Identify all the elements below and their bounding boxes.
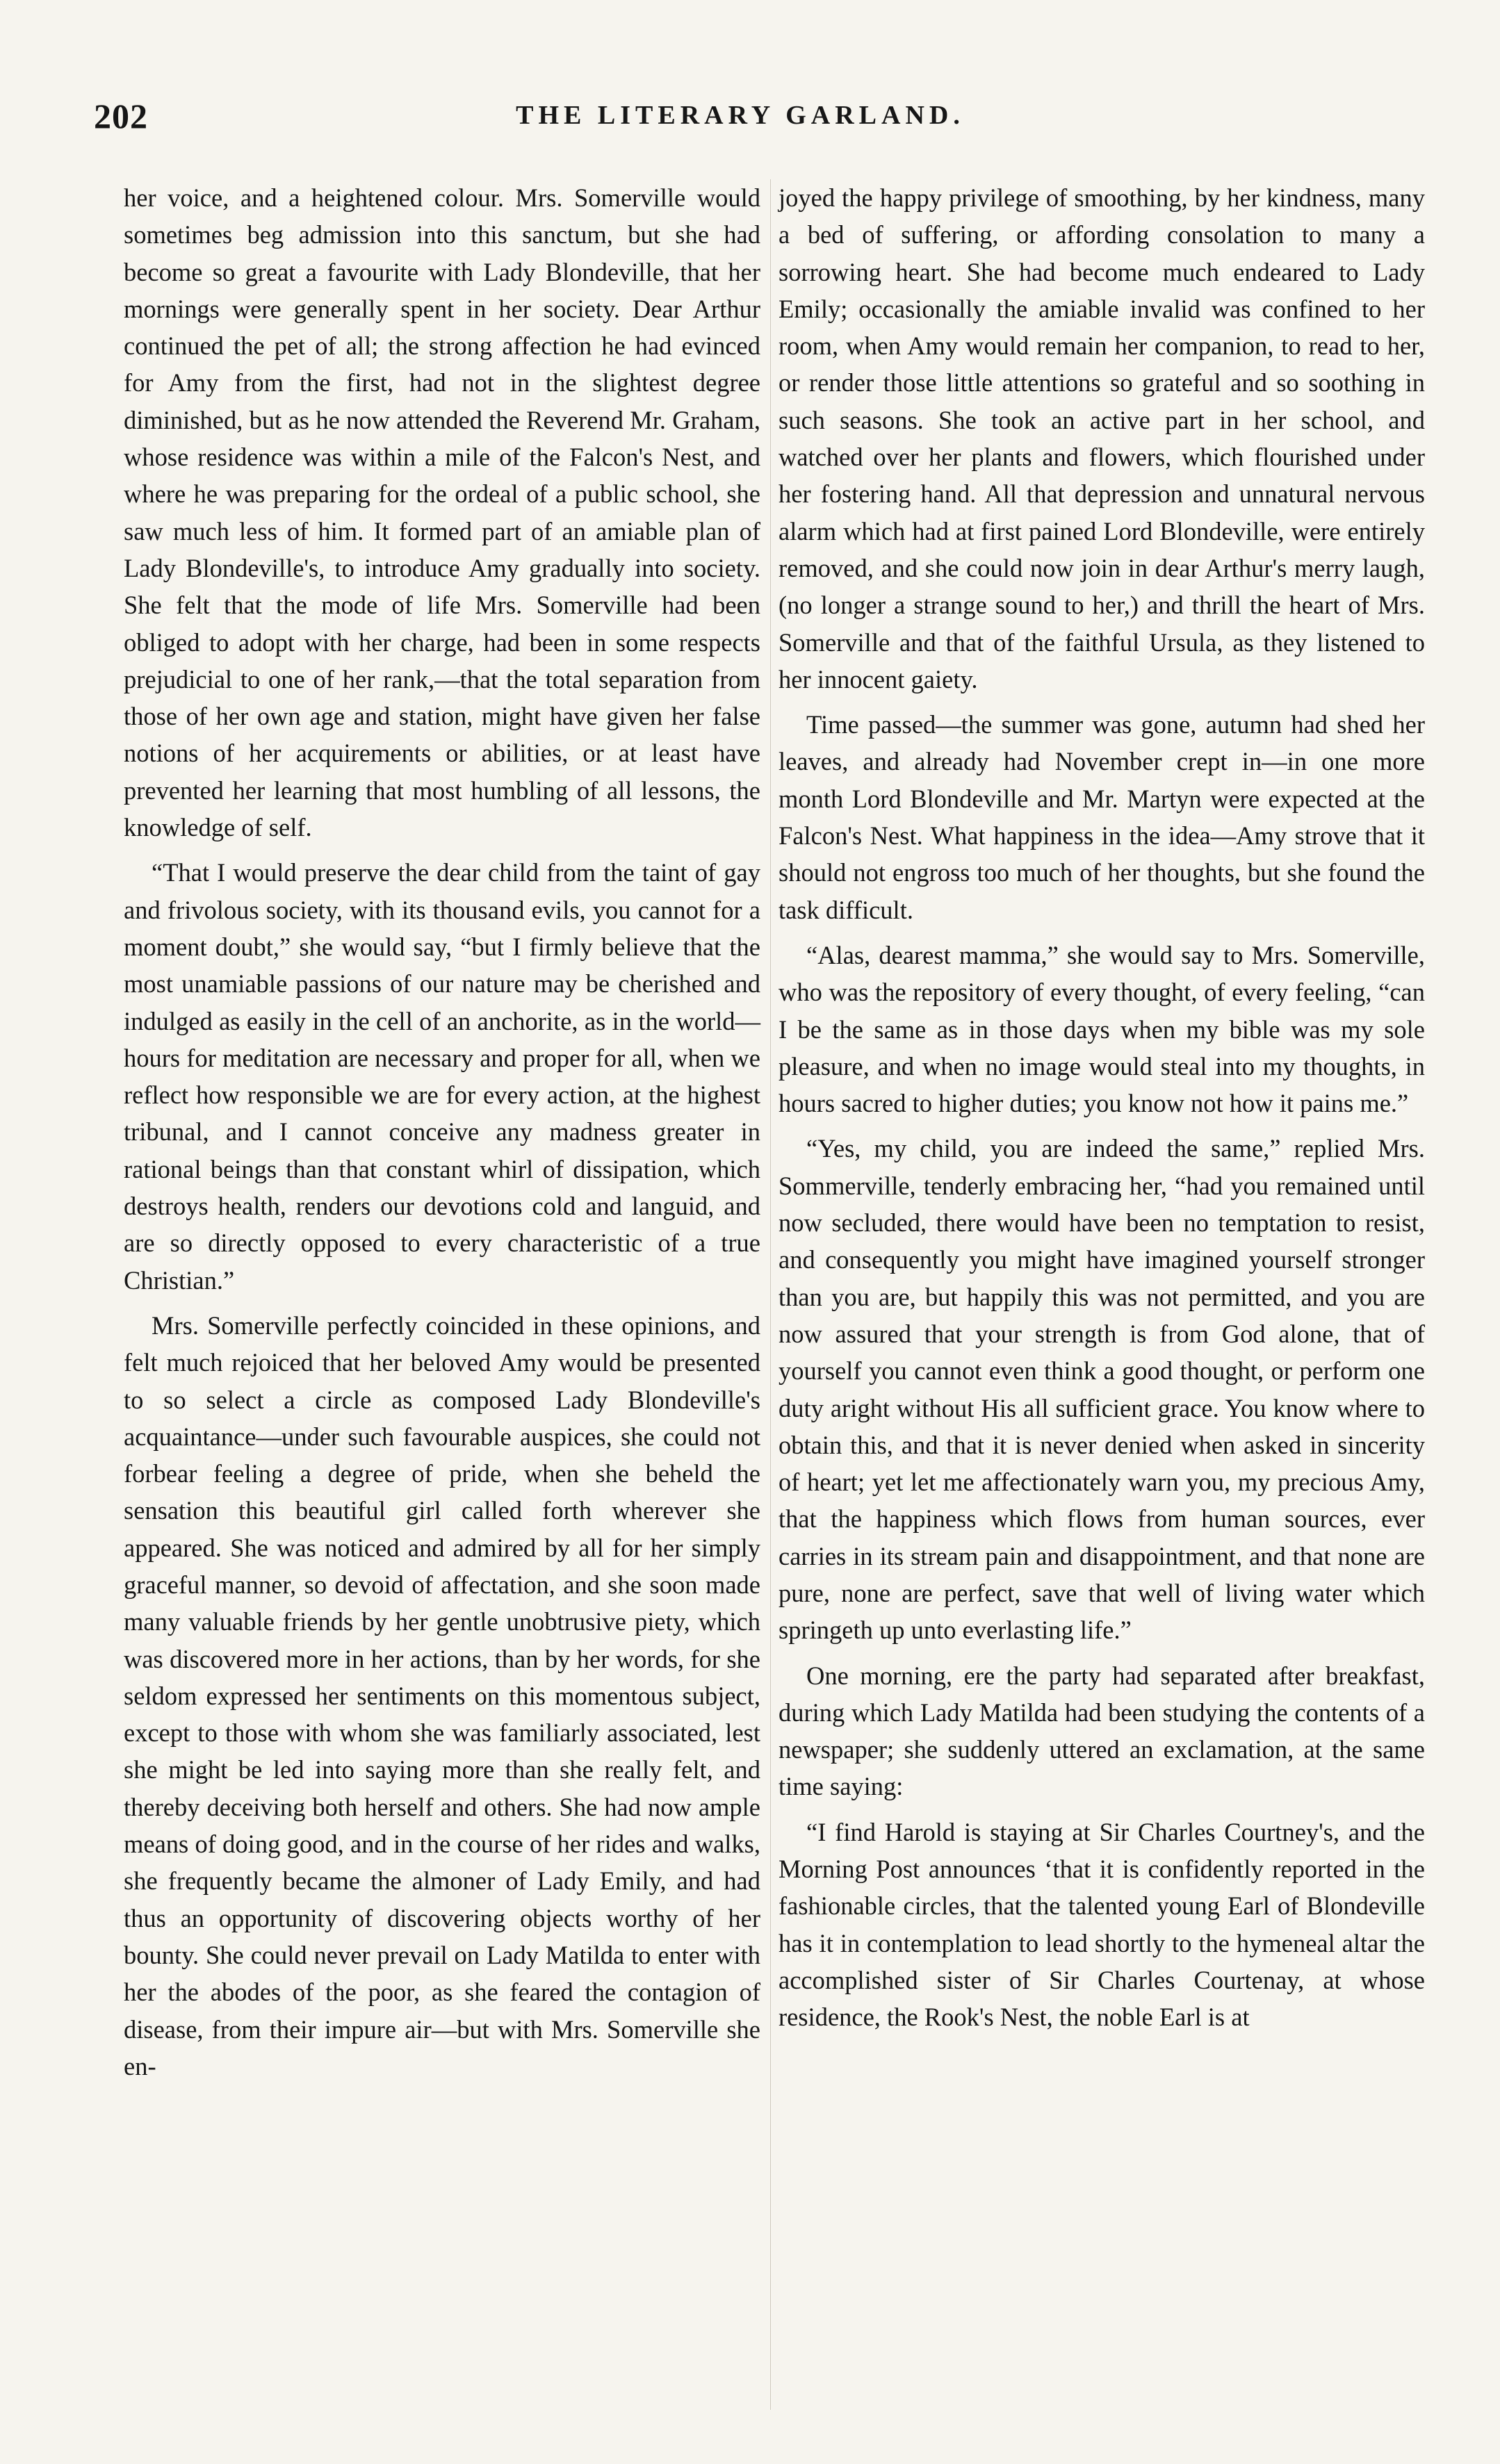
- paragraph: “I find Harold is staying at Sir Charles Courtney's, and the Morning Post announces ‘that it is confidently reported in the fashionable circles, that the talented young Earl of Blondeville has it in contemplation to lead shortly to the hymeneal altar the accomplished sister of Sir Charles Courtenay, at whose residence, the Rook's Nest, the noble Earl is at: [778, 1817, 1425, 2032]
- paragraph: “Alas, dearest mamma,” she would say to Mrs. Somerville, who was the repository of every thought, of every feeling, “can I be the same as in those days when my bible was my sole pleasure, and when no image would steal into my thoughts, in hours sacred to higher duties; you know not how it pains me.”: [778, 940, 1425, 1118]
- right-column: [778, 179, 1425, 2044]
- page-number: 202: [94, 97, 148, 135]
- paragraph: “Yes, my child, you are indeed the same,” replied Mrs. Sommerville, tenderly embracing her, “had you remained until now secluded, there would have been no temptation to resist, and consequently you might have imagined yourself stronger than you are, but happily this was not permitted, and you are now assured that your strength is from God alone, that of yourself you cannot even think a good thought, or perform one duty aright without His all sufficient grace. You know where to obtain this, and that it is never denied when asked in sincerity of heart; yet let me affectionately warn you, my precious Amy, that the happiness which flows from human sources, ever carries in its stream pain and disappointment, and that none are pure, none are perfect, save that well of living water which springeth up unto everlasting life.”: [778, 1134, 1425, 1645]
- column-divider: [770, 179, 771, 2410]
- paragraph: One morning, ere the party had separated after breakfast, during which Lady Matilda had been studying the contents of a newspaper; she suddenly uttered an exclamation, at the same time saying:: [778, 1661, 1425, 1801]
- paragraph: Mrs. Somerville perfectly coincided in these opinions, and felt much rejoiced that her beloved Amy would be presented to so select a circle as composed Lady Blondeville's acquaintance—under such favourable auspices, she could not forbear feeling a degree of pride, when she beheld the sensation this beautiful girl called forth wherever she appeared. She was noticed and admired by all for her simply graceful manner, so devoid of affectation, and she soon made many valuable friends by her gentle unobtrusive piety, which was discovered more in her actions, than by her words, for she seldom expressed her sentiments on this momentous subject, except to those with whom she was familiarly associated, lest she might be led into saying more than she really felt, and thereby deceiving both herself and others. She had now ample means of doing good, and in the course of her rides and walks, she frequently became the almoner of Lady Emily, and had thus an opportunity of discovering objects worthy of her bounty. She could never prevail on Lady Matilda to enter with her the abodes of the poor, as she feared the contagion of disease, from their impure air—but with Mrs. Somerville she en-: [124, 1311, 760, 2080]
- paragraph: “That I would preserve the dear child from the taint of gay and frivolous society, with its thousand evils, you cannot for a moment doubt,” she would say, “but I firmly believe that the most unamiable passions of our nature may be cherished and indulged as easily in the cell of an anchorite, as in the world—hours for meditation are necessary and proper for all, when we reflect how responsible we are for every action, at the highest tribunal, and I cannot conceive any madness greater in rational beings than that constant whirl of dissipation, which destroys health, renders our devotions cold and languid, and are so directly opposed to every characteristic of a true Christian.”: [124, 858, 760, 1295]
- running-title: THE LITERARY GARLAND.: [516, 101, 965, 130]
- paragraph: Time passed—the summer was gone, autumn had shed her leaves, and already had November crept in—in one more month Lord Blondeville and Mr. Martyn were expected at the Falcon's Nest. What happiness in the idea—Amy strove that it should not engross too much of her thoughts, but she found the task difficult.: [778, 710, 1425, 924]
- page-header: [94, 96, 1387, 138]
- paragraph: her voice, and a heightened colour. Mrs. Somerville would sometimes beg admission into this sanctum, but she had become so great a favourite with Lady Blondeville, that her mornings were generally spent in her society. Dear Arthur continued the pet of all; the strong affection he had evinced for Amy from the first, had not in the slightest degree diminished, but as he now attended the Reverend Mr. Graham, whose residence was within a mile of the Falcon's Nest, and where he was preparing for the ordeal of a public school, she saw much less of him. It formed part of an amiable plan of Lady Blondeville's, to introduce Amy gradually into society. She felt that the mode of life Mrs. Somerville had been obliged to adopt with her charge, had been in some respects prejudicial to one of her rank,—that the total separation from those of her own age and station, might have given her false notions of her acquirements or abilities, or at least have prevented her learning that most humbling of all lessons, the knowledge of self.: [124, 183, 760, 842]
- paragraph: joyed the happy privilege of smoothing, by her kindness, many a bed of suffering, or affording consolation to many a sorrowing heart. She had become much endeared to Lady Emily; occasionally the amiable invalid was confined to her room, when Amy would remain her companion, to read to her, or render those little attentions so grateful and so soothing in such seasons. She took an active part in her school, and watched over her plants and flowers, which flourished under her fostering hand. All that depression and unnatural nervous alarm which had at first pained Lord Blondeville, were entirely removed, and she could now join in dear Arthur's merry laugh, (no longer a strange sound to her,) and thrill the heart of Mrs. Somerville and that of the faithful Ursula, as they listened to her innocent gaiety.: [778, 183, 1425, 693]
- left-column: [124, 179, 760, 2093]
